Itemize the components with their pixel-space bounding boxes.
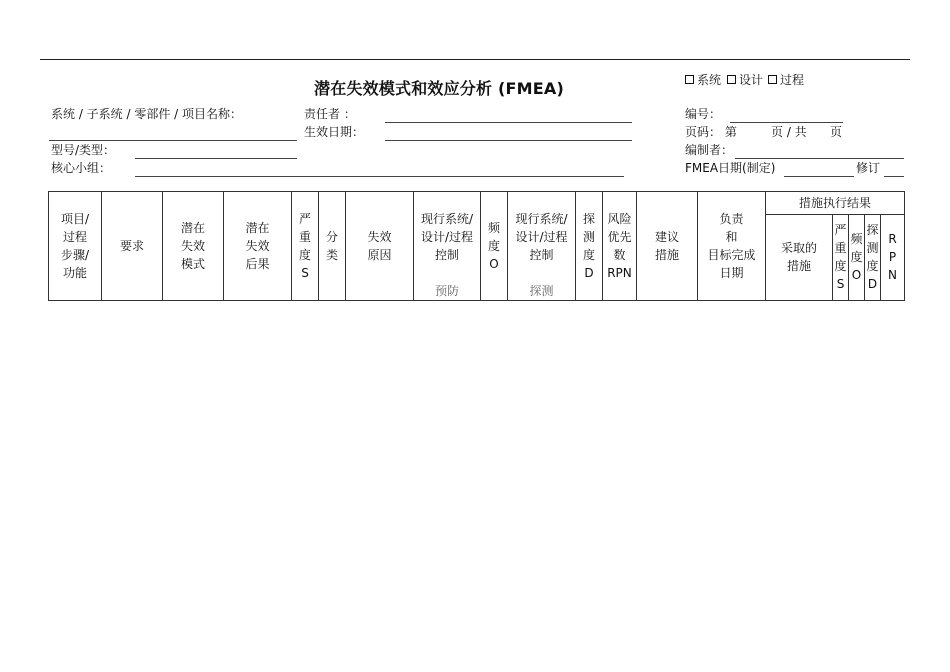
core-team-label: 核心小组： <box>51 161 112 175</box>
checkbox-icon[interactable] <box>727 75 736 84</box>
col-result-detection: 探 测 度 D <box>865 214 881 301</box>
model-label: 型号/类型： <box>51 143 116 157</box>
checkbox-icon[interactable] <box>768 75 777 84</box>
fmea-table <box>48 191 905 301</box>
col-actions-taken: 采取的 措施 <box>766 214 833 301</box>
type-option-label: 设计 <box>739 73 764 87</box>
col-recommended-actions: 建议 措施 <box>637 192 698 301</box>
fmea-date-field[interactable] <box>784 176 854 177</box>
responsible-field[interactable] <box>385 122 632 123</box>
model-field[interactable] <box>135 158 297 159</box>
checkbox-icon[interactable] <box>685 75 694 84</box>
page-of-label: 页 / 共 <box>771 125 807 139</box>
results-header: 措施执行结果 <box>766 192 905 215</box>
type-option-design[interactable] <box>727 71 763 88</box>
revision-field[interactable] <box>884 176 904 177</box>
col-failure-cause: 失效 原因 <box>346 192 414 301</box>
col-rpn: 风险 优先 数 RPN <box>603 192 637 301</box>
col-prevention-control <box>414 192 481 301</box>
document-title: 潜在失效模式和效应分析 (FMEA) <box>314 79 564 98</box>
page-label: 页码： 第 <box>685 125 737 139</box>
responsible-label: 责任者 ： <box>304 107 356 121</box>
type-option-label: 过程 <box>780 73 805 87</box>
col-failure-mode: 潜在 失效 模式 <box>163 192 224 301</box>
type-option-process[interactable] <box>768 71 804 88</box>
type-option-system[interactable] <box>685 71 721 88</box>
effective-date-label: 生效日期： <box>304 125 365 139</box>
col-detection-control <box>508 192 576 301</box>
detection-sub-label: 探测 <box>529 284 554 298</box>
col-requirement: 要求 <box>102 192 163 301</box>
page-suffix-label: 页 <box>830 125 843 139</box>
top-rule <box>40 59 910 60</box>
revision-label: 修订 <box>856 161 881 175</box>
preparer-label: 编制者： <box>685 143 734 157</box>
prevention-sub-label: 预防 <box>434 284 459 298</box>
col-responsibility: 负责 和 目标完成 日期 <box>698 192 766 301</box>
number-label: 编号： <box>685 107 722 121</box>
fmea-date-label: FMEA日期(制定) <box>685 161 776 175</box>
col-item: 项目/ 过程 步骤/ 功能 <box>49 192 102 301</box>
item-name-label: 系统 / 子系统 / 零部件 / 项目名称： <box>51 107 243 121</box>
prevention-control-label: 现行系统/ 设计/过程 控制 <box>420 212 474 262</box>
col-classification: 分 类 <box>319 192 346 301</box>
col-occurrence: 频 度 O <box>481 192 508 301</box>
col-result-severity: 严 重 度 S <box>833 214 849 301</box>
col-severity: 严 重 度 S <box>292 192 319 301</box>
effective-date-field[interactable] <box>385 140 632 141</box>
col-failure-effect: 潜在 失效 后果 <box>224 192 292 301</box>
col-result-occurrence: 频 度 O <box>849 214 865 301</box>
col-result-rpn: R P N <box>881 214 905 301</box>
col-detection: 探 测 度 D <box>576 192 603 301</box>
type-option-label: 系统 <box>697 73 722 87</box>
core-team-field[interactable] <box>135 176 624 177</box>
detection-control-label: 现行系统/ 设计/过程 控制 <box>515 212 568 262</box>
